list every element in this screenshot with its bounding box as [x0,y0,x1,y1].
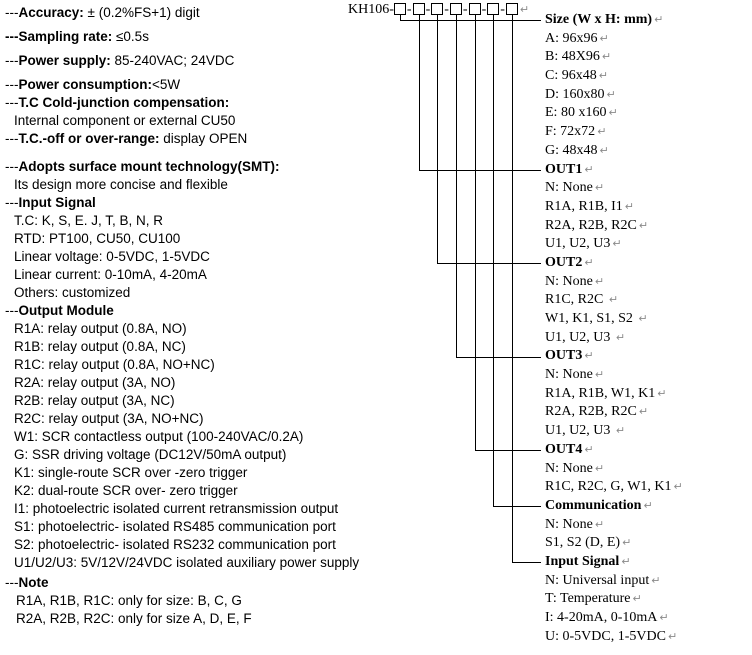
return-mark-icon: ↵ [615,330,626,344]
code-box-3 [431,3,443,15]
category-title-text: OUT4 [545,441,583,457]
return-mark-icon: ↵ [608,106,618,120]
category-option-text: G: 48x48 [545,142,598,158]
category-option-text: U1, U2, U3 [545,329,614,345]
category-option-text: N: None [545,460,593,476]
category-title [545,441,683,460]
category-option-text: D: 160x80 [545,86,605,102]
category-option-text: R1C, R2C [545,292,607,308]
category-title-text: Size (W x H: mm) [545,12,653,27]
category-option-text: E: 80 x160 [545,105,607,121]
code-box-5 [469,3,481,15]
spec-value: R1A: relay output (0.8A, NO) [14,321,187,336]
spec-line [5,610,359,628]
spec-value: ≤0.5s [112,29,149,44]
return-mark-icon: ↵ [597,125,607,139]
spec-value: I1: photoelectric isolated current retransmission output [14,501,339,516]
category-option-text: C: 96x48 [545,68,597,84]
category-option [545,142,683,161]
box-separator: - [500,2,505,17]
spec-dashes: --- [5,95,19,110]
spec-value: 85-240VAC; 24VDC [110,53,235,68]
spec-line [5,212,359,230]
spec-line [5,320,359,338]
category-option [545,86,683,105]
spec-label: Power consumption: [18,77,153,92]
spec-line [5,374,359,392]
spec-line [5,302,359,320]
category-title-text: Communication [545,497,642,513]
category-option [545,516,683,535]
spec-line [5,592,359,610]
return-mark-icon: ↵ [638,218,649,232]
category-option-text: N: None [545,180,593,196]
spec-label: Adopts surface mount technology(SMT): [18,159,280,174]
code-box-2 [413,3,425,15]
spec-dashes: --- [5,303,19,318]
spec-line [5,446,359,464]
spec-label: T.C.-off or over-range: [18,131,160,146]
category-option [545,590,683,609]
category-option-text: U1, U2, U3 [545,236,611,252]
spec-line [5,536,359,554]
spec-label: Note [18,575,49,590]
return-mark-icon: ↵ [612,237,622,251]
spec-line [5,410,359,428]
return-mark-icon: ↵ [584,162,594,176]
category-option [545,310,683,329]
box-separator: - [444,2,449,17]
spec-value: K2: dual-route SCR over- zero trigger [14,483,238,498]
return-mark-icon: ↵ [584,255,594,269]
category-title [545,254,683,273]
category-option [545,422,683,441]
model-number: KH106- [348,2,394,17]
spec-dashes: --- [5,195,19,210]
spec-line [5,482,359,500]
spec-line [5,554,359,572]
return-mark-icon: ↵ [594,517,605,531]
spec-value: ± (0.2%FS+1) digit [83,5,200,20]
category-option [545,67,683,86]
spec-line [5,392,359,410]
category-option-text: N: None [545,273,593,289]
spec-value: Its design more concise and flexible [14,177,228,192]
spec-value: Linear voltage: 0-5VDC, 1-5VDC [14,249,210,264]
spec-label: Accuracy: [18,5,84,20]
spec-line [5,194,359,212]
spec-value: R1B: relay output (0.8A, NC) [14,339,186,354]
spec-dashes: --- [5,5,19,20]
spec-value: S1: photoelectric- isolated RS485 communication port [14,519,336,534]
category-title-text: OUT1 [545,161,583,177]
category-option-text: U1, U2, U3 [545,423,614,439]
spec-value: R2C: relay output (3A, NO+NC) [14,411,204,426]
category-title-text: Input Signal [545,553,620,569]
category-option [545,48,683,67]
spec-line [5,28,359,46]
category-option [545,235,683,254]
return-mark-icon: ↵ [667,629,678,643]
category-title [545,161,683,180]
category-option [545,385,683,404]
spec-line [5,574,359,592]
spec-value: R2A: relay output (3A, NO) [14,375,176,390]
box-separator: - [481,2,487,17]
code-box-4 [450,3,462,15]
spec-line [5,464,359,482]
return-mark-icon: ↵ [643,498,653,512]
return-mark-icon: ↵ [615,424,626,438]
category-option-text: N: None [545,516,593,532]
return-mark-icon: ↵ [608,293,619,307]
spec-value: <5W [152,77,181,92]
code-boxes [394,2,529,17]
spec-dashes: --- [5,131,19,146]
return-mark-icon: ↵ [599,31,609,45]
category-option-text: R2A, R2B, R2C [545,217,637,233]
category-option-text: N: Universal input [545,572,650,588]
category-title [545,497,683,516]
category-title [545,11,683,30]
spec-line [5,130,359,148]
spec-line [5,284,359,302]
return-mark-icon: ↵ [638,405,649,419]
return-mark-icon: ↵ [638,312,648,325]
spec-label: ---Sampling rate: [5,29,113,44]
spec-value: R2B: relay output (3A, NC) [14,393,175,408]
spec-value: R2A, R2B, R2C: only for size A, D, E, F [16,611,252,626]
spec-value: R1A, R1B, R1C: only for size: B, C, G [16,593,242,608]
spec-value: T.C: K, S, E. J, T, B, N, R [14,213,164,228]
spec-dashes: --- [5,77,19,92]
category-option-text: N: None [545,367,593,383]
spec-value: R1C: relay output (0.8A, NO+NC) [14,357,215,372]
return-mark-icon: ↵ [673,480,683,494]
spec-value: G: SSR driving voltage (DC12V/50mA output) [14,447,287,462]
return-mark-icon: ↵ [584,349,594,363]
category-option-text: I: 4-20mA, 0-10mA [545,610,658,625]
spec-label: Power supply: [18,53,111,68]
return-mark-icon: ↵ [519,3,530,16]
spec-value: S2: photoelectric- isolated RS232 communication port [14,537,336,552]
category-option-text: U: 0-5VDC, 1-5VDC [545,628,666,644]
spec-label: Output Module [18,303,114,318]
category-option-text: W1, K1, S1, S2 [545,311,637,326]
spec-line [5,76,359,94]
category-option [545,198,683,217]
category-option [545,572,683,591]
spec-line [5,158,359,176]
category-option [545,329,683,348]
spec-line [5,428,359,446]
spec-line [5,500,359,518]
spec-value: W1: SCR contactless output (100-240VAC/0.2A) [14,429,304,444]
spec-value: display OPEN [159,131,248,146]
box-separator: - [462,2,468,17]
category-option [545,403,683,422]
specs-list [5,4,359,628]
spec-line [5,94,359,112]
spec-value: Internal component or external CU50 [14,113,236,128]
category-option [545,366,683,385]
ordering-code-line [348,2,529,18]
code-box-1 [394,3,406,15]
spec-line [5,112,359,130]
spec-line [5,248,359,266]
category-title [545,347,683,366]
return-mark-icon: ↵ [599,143,609,157]
category-title-text: OUT2 [545,254,583,270]
category-option [545,460,683,479]
spec-label: Input Signal [18,195,96,210]
spec-line [5,266,359,284]
category-option-text: R1A, R1B, W1, K1 [545,385,656,401]
spec-value: Linear current: 0-10mA, 4-20mA [14,267,207,282]
category-option [545,104,683,123]
return-mark-icon: ↵ [594,368,605,382]
spec-dashes: --- [5,575,19,590]
category-option [545,123,683,142]
spec-line [5,4,359,22]
category-option [545,291,683,310]
spec-value: K1: single-route SCR over -zero trigger [14,465,248,480]
category-option-text: A: 96x96 [545,30,598,46]
spec-dashes: --- [5,53,19,68]
spec-line [5,52,359,70]
return-mark-icon: ↵ [594,461,605,475]
return-mark-icon: ↵ [598,69,608,83]
category-option [545,534,683,553]
return-mark-icon: ↵ [621,554,631,568]
return-mark-icon: ↵ [651,573,661,587]
return-mark-icon: ↵ [622,536,632,550]
category-option-text: T: Temperature [545,591,631,607]
return-mark-icon: ↵ [659,611,669,624]
category-title [545,553,683,572]
return-mark-icon: ↵ [624,199,635,213]
category-option-text: R1A, R1B, I1 [545,198,623,214]
spec-value: U1/U2/U3: 5V/12V/24VDC isolated auxiliary power supply [14,555,360,570]
code-box-6 [487,3,499,15]
spec-line [5,338,359,356]
spec-value: Others: customized [14,285,131,300]
spec-dashes: --- [5,159,19,174]
spec-value: RTD: PT100, CU50, CU100 [14,231,181,246]
category-title-text: OUT3 [545,348,583,364]
spec-line [5,176,359,194]
spec-line [5,356,359,374]
category-option [545,30,683,49]
return-mark-icon: ↵ [584,442,594,456]
ordering-categories [545,11,683,646]
category-option-text: B: 48X96 [545,49,600,65]
return-mark-icon: ↵ [594,274,605,288]
category-option [545,179,683,198]
return-mark-icon: ↵ [632,592,642,606]
category-option-text: S1, S2 (D, E) [545,535,621,551]
category-option [545,217,683,236]
category-option [545,628,683,647]
return-mark-icon: ↵ [654,13,664,26]
spec-label: T.C Cold-junction compensation: [18,95,230,110]
box-separator: - [425,2,431,17]
return-mark-icon: ↵ [601,50,612,64]
return-mark-icon: ↵ [606,87,616,101]
code-box-7 [506,3,518,15]
spec-line [5,518,359,536]
category-option-text: R1C, R2C, G, W1, K1 [545,479,672,495]
category-option-text: F: 72x72 [545,124,596,140]
category-option-text: R2A, R2B, R2C [545,404,637,420]
category-option [545,609,683,628]
return-mark-icon: ↵ [594,181,605,195]
category-option [545,478,683,497]
return-mark-icon: ↵ [657,386,667,400]
spec-line [5,230,359,248]
category-option [545,273,683,292]
box-separator: - [406,2,412,17]
